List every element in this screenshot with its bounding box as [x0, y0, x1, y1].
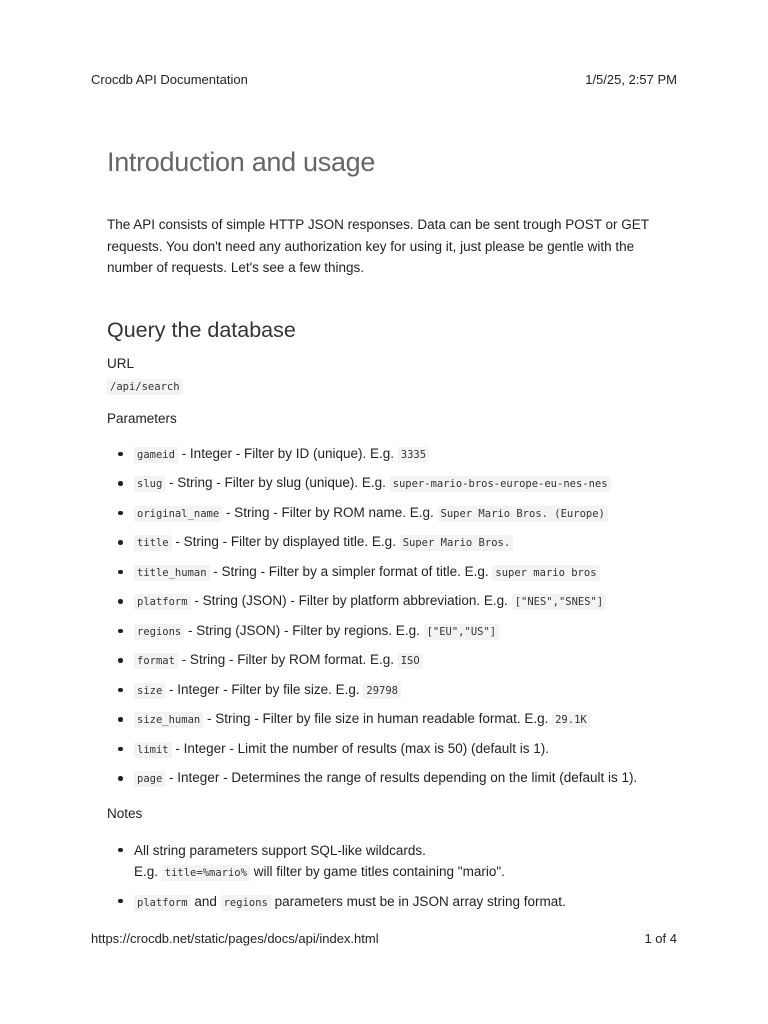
param-desc: - Integer - Determines the range of results depending on the limit (default is 1). [165, 770, 638, 785]
param-name: page [134, 771, 165, 787]
param-desc: - Integer - Filter by file size. E.g. [165, 681, 364, 697]
url-label: URL [107, 355, 135, 371]
param-name: limit [134, 742, 172, 758]
param-example: super mario bros [492, 565, 599, 581]
intro-paragraph: The API consists of simple HTTP JSON responses. Data can be sent trough POST or GET requests. You don't need any authorization key for using it, just please be gentle with the number of requests. Let's see a few things. [107, 217, 649, 275]
section-heading: Query the database [107, 317, 296, 342]
param-name: title [134, 535, 172, 551]
param-desc: - String (JSON) - Filter by platform abbreviation. E.g. [190, 593, 512, 608]
print-header-title: Crocdb API Documentation [91, 72, 248, 87]
list-item [107, 651, 667, 681]
param-example: ["EU","US"] [424, 624, 500, 640]
param-example: Super Mario Bros. [400, 535, 513, 551]
list-item [107, 504, 667, 534]
list-item [107, 681, 667, 711]
param-desc: - String - Filter by slug (unique). E.g. [165, 475, 390, 490]
param-example: super-mario-bros-europe-eu-nes-nes [390, 476, 611, 492]
param-desc: - Integer - Limit the number of results (max is 50) (default is 1). [171, 740, 549, 756]
param-name: size_human [134, 712, 203, 728]
param-name: format [134, 653, 178, 669]
list-item [107, 891, 667, 914]
note-code: platform [134, 895, 191, 911]
notes-list [107, 840, 667, 914]
list-item [107, 445, 667, 475]
note-text: E.g. [134, 863, 162, 879]
param-example: ["NES","SNES"] [512, 594, 607, 610]
param-name: title_human [134, 565, 210, 581]
list-item [107, 740, 667, 770]
list-item [107, 563, 667, 593]
endpoint-url: /api/search [107, 379, 183, 395]
parameters-label: Parameters [107, 410, 177, 426]
note-code: regions [221, 895, 271, 911]
page-title: Introduction and usage [107, 147, 376, 177]
param-name: slug [134, 476, 165, 492]
note-text: All string parameters support SQL-like wildcards. [134, 842, 426, 858]
document-body [107, 145, 667, 921]
print-footer-url: https://crocdb.net/static/pages/docs/api/index.html [91, 931, 379, 946]
page-number: 1 of 4 [644, 931, 677, 946]
param-example: 29.1K [552, 712, 590, 728]
param-desc: - String - Filter by displayed title. E.g. [171, 534, 400, 549]
param-name: regions [134, 624, 184, 640]
print-header-date: 1/5/25, 2:57 PM [585, 72, 677, 87]
param-example: ISO [398, 653, 423, 669]
param-name: size [134, 683, 165, 699]
param-name: gameid [134, 447, 178, 463]
param-name: original_name [134, 506, 222, 522]
list-item [107, 592, 667, 622]
list-item [107, 533, 667, 563]
notes-label: Notes [107, 805, 143, 821]
param-example: Super Mario Bros. (Europe) [438, 506, 608, 522]
param-desc: - String (JSON) - Filter by regions. E.g. [184, 622, 424, 638]
param-example: 3335 [398, 447, 429, 463]
list-item [107, 769, 667, 799]
parameter-list [107, 445, 667, 799]
list-item [107, 840, 667, 884]
list-item [107, 622, 667, 652]
param-desc: - String - Filter by ROM format. E.g. [177, 652, 398, 667]
list-item [107, 710, 667, 740]
param-desc: - String - Filter by ROM name. E.g. [222, 504, 438, 520]
note-code: title=%mario% [162, 865, 250, 881]
note-text: and [190, 893, 221, 909]
param-example: 29798 [363, 683, 401, 699]
param-desc: - Integer - Filter by ID (unique). E.g. [177, 445, 398, 461]
list-item [107, 474, 667, 504]
param-desc: - String - Filter by file size in human readable format. E.g. [203, 711, 553, 726]
param-desc: - String - Filter by a simpler format of title. E.g. [209, 563, 493, 579]
note-text: will filter by game titles containing "mario". [249, 863, 505, 879]
param-name: platform [134, 594, 191, 610]
note-text: parameters must be in JSON array string format. [270, 893, 566, 909]
